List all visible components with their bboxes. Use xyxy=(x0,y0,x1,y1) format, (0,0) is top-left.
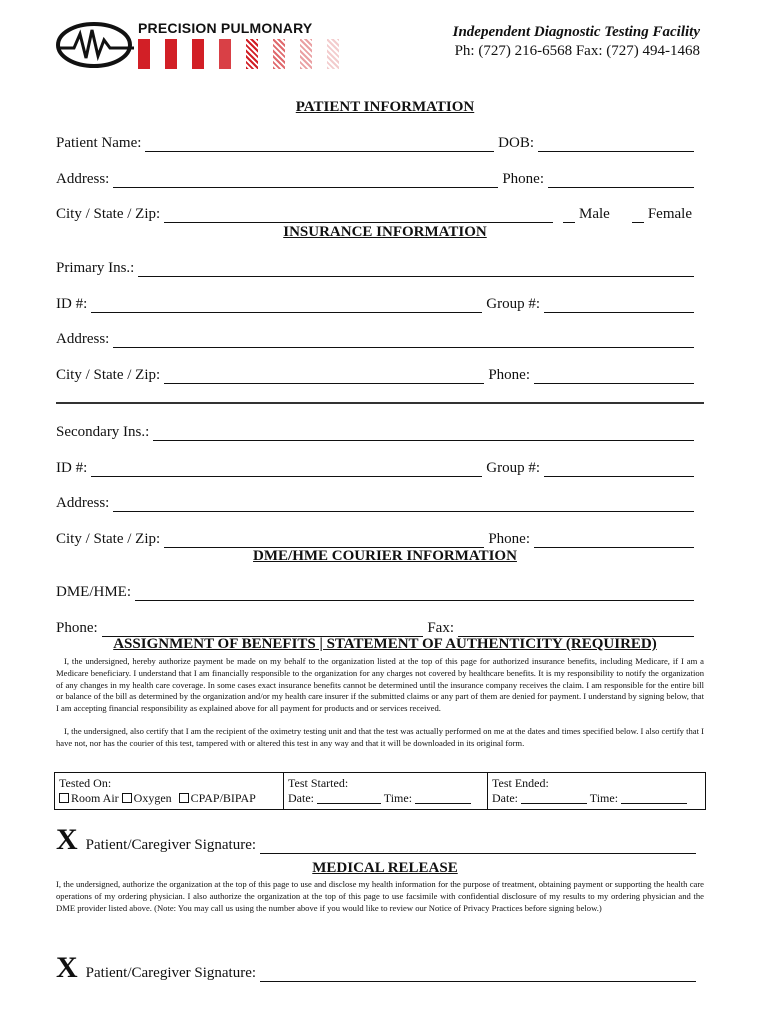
secondary-address-field[interactable] xyxy=(113,497,694,512)
secondary-id-row xyxy=(56,459,698,477)
assignment-heading: ASSIGNMENT OF BENEFITS | STATEMENT OF AUTHENTICITY (REQUIRED) xyxy=(113,636,657,652)
test-ended-label: Test Ended: xyxy=(492,776,549,790)
patient-name-label: Patient Name: xyxy=(56,135,142,151)
oxygen-label: Oxygen xyxy=(133,791,172,805)
start-date-field[interactable] xyxy=(317,792,381,804)
primary-address-label: Address: xyxy=(56,331,110,347)
primary-phone-label: Phone: xyxy=(488,367,530,383)
logo-bars xyxy=(138,39,358,69)
patient-phone-field[interactable] xyxy=(548,173,694,188)
signature-field-1[interactable] xyxy=(260,839,696,854)
company-name: PRECISION PULMONARY xyxy=(138,20,313,36)
assignment-paragraph-1: I, the undersigned, hereby authorize payment be made on my behalf to the organization listed at the top of this page for authorized insurance benefits, including Medicare, if I am a Medicare beneficiary. I understand that I am financially responsible to the organization for any charges not covered by healthcare benefits. It is my responsibility to notify the organization of any changes in my health care coverage. In some cases exact insurance benefits cannot be determined until the insurance company receives the claim. I am responsible for the entire bill or balance of the bill as determined by the organization and/or my health care insurer if the submitted claims or any part of them are denied for payment. I understand by signing below, that I am accepting financial responsibility as explained above for all payment for products and or services received. xyxy=(56,656,704,714)
secondary-ins-label: Secondary Ins.: xyxy=(56,424,150,440)
facility-contact: Ph: (727) 216-6568 Fax: (727) 494-1468 xyxy=(454,43,700,59)
medical-release-heading: MEDICAL RELEASE xyxy=(312,860,458,876)
signature-row-1 xyxy=(56,823,700,856)
dme-phone-field[interactable] xyxy=(102,622,424,637)
secondary-id-field[interactable] xyxy=(91,462,482,477)
dme-row xyxy=(56,583,698,601)
patient-phone-label: Phone: xyxy=(502,171,544,187)
secondary-phone-field[interactable] xyxy=(534,533,694,548)
insurance-info-heading: INSURANCE INFORMATION xyxy=(283,224,487,240)
dme-fax-field[interactable] xyxy=(458,622,694,637)
primary-id-label: ID #: xyxy=(56,296,88,312)
patient-name-row xyxy=(56,134,698,152)
patient-name-field[interactable] xyxy=(145,137,494,152)
primary-id-field[interactable] xyxy=(91,298,482,313)
primary-csz-row xyxy=(56,366,698,384)
medical-release-paragraph: I, the undersigned, authorize the organization at the top of this page to use and disclose my health information for the purpose of treatment, obtaining payment or supporting the health care operations of my ordering physician. I also authorize the organization at the top of this page to use facsimile with confidential disclosure of my results to my ordering physician and the DME provider listed above. (Note: You may call us using the number above if you would like to review our Notice of Privacy Practices before signing below.) xyxy=(56,879,704,913)
secondary-csz-row xyxy=(56,530,698,548)
cpap-checkbox[interactable] xyxy=(179,793,189,803)
test-started-label: Test Started: xyxy=(288,776,349,790)
male-label: Male xyxy=(579,206,610,222)
room-air-checkbox[interactable] xyxy=(59,793,69,803)
signature-label-2: Patient/Caregiver Signature: xyxy=(85,965,257,981)
primary-ins-row xyxy=(56,259,698,277)
heartbeat-logo-icon xyxy=(56,22,136,68)
primary-group-field[interactable] xyxy=(544,298,694,313)
end-time-label: Time: xyxy=(589,791,619,805)
dob-field[interactable] xyxy=(538,137,694,152)
room-air-label: Room Air xyxy=(71,791,119,805)
primary-csz-field[interactable] xyxy=(164,369,484,384)
secondary-ins-row xyxy=(56,423,698,441)
female-label: Female xyxy=(647,206,692,222)
dme-fax-label: Fax: xyxy=(427,620,454,636)
dob-label: DOB: xyxy=(498,135,534,151)
signature-label: Patient/Caregiver Signature: xyxy=(85,837,257,853)
primary-ins-label: Primary Ins.: xyxy=(56,260,135,276)
start-time-label: Time: xyxy=(383,791,413,805)
end-date-label: Date: xyxy=(492,791,518,805)
dme-label: DME/HME: xyxy=(56,584,131,600)
dme-phone-row xyxy=(56,619,698,637)
secondary-id-label: ID #: xyxy=(56,460,88,476)
patient-address-field[interactable] xyxy=(113,173,498,188)
dme-field[interactable] xyxy=(135,586,694,601)
patient-info-heading: PATIENT INFORMATION xyxy=(295,99,475,115)
signature-row-2 xyxy=(56,951,700,984)
primary-phone-field[interactable] xyxy=(534,369,694,384)
company-logo xyxy=(56,20,356,70)
oxygen-checkbox[interactable] xyxy=(122,793,132,803)
test-info-table xyxy=(54,772,706,810)
cpap-label: CPAP/BIPAP xyxy=(190,791,256,805)
male-checkbox[interactable] xyxy=(563,208,575,223)
test-ended-cell xyxy=(488,773,706,810)
patient-address-row xyxy=(56,170,698,188)
secondary-group-label: Group #: xyxy=(486,460,540,476)
secondary-ins-field[interactable] xyxy=(153,426,694,441)
patient-csz-label: City / State / Zip: xyxy=(56,206,161,222)
patient-csz-field[interactable] xyxy=(164,208,553,223)
patient-address-label: Address: xyxy=(56,171,110,187)
test-started-cell xyxy=(284,773,488,810)
secondary-csz-field[interactable] xyxy=(164,533,484,548)
secondary-csz-label: City / State / Zip: xyxy=(56,531,161,547)
start-date-label: Date: xyxy=(288,791,314,805)
primary-address-row xyxy=(56,330,698,348)
secondary-address-label: Address: xyxy=(56,495,110,511)
primary-group-label: Group #: xyxy=(486,296,540,312)
secondary-group-field[interactable] xyxy=(544,462,694,477)
primary-id-row xyxy=(56,295,698,313)
signature-field-2[interactable] xyxy=(260,967,696,982)
patient-csz-row xyxy=(56,205,698,223)
end-date-field[interactable] xyxy=(521,792,587,804)
signature-x-mark-2: X xyxy=(56,951,78,984)
female-checkbox[interactable] xyxy=(632,208,644,223)
assignment-paragraph-2: I, the undersigned, also certify that I am the recipient of the oximetry testing unit and that the test was actually performed on me at the dates and times specified below. I also certify that I have not, nor has the courier of this test, tampered with or altered this test in any way and that it will be downloaded in its original form. xyxy=(56,726,704,748)
primary-csz-label: City / State / Zip: xyxy=(56,367,161,383)
insurance-divider xyxy=(56,402,704,404)
secondary-phone-label: Phone: xyxy=(488,531,530,547)
primary-ins-field[interactable] xyxy=(138,262,694,277)
signature-x-mark: X xyxy=(56,823,78,856)
dme-phone-label: Phone: xyxy=(56,620,98,636)
tested-on-cell xyxy=(55,773,284,810)
dme-heading: DME/HME COURIER INFORMATION xyxy=(253,548,517,564)
start-time-field[interactable] xyxy=(415,792,471,804)
end-time-field[interactable] xyxy=(621,792,687,804)
tested-on-label: Tested On: xyxy=(59,776,112,790)
facility-name: Independent Diagnostic Testing Facility xyxy=(452,24,700,40)
primary-address-field[interactable] xyxy=(113,333,694,348)
secondary-address-row xyxy=(56,494,698,512)
